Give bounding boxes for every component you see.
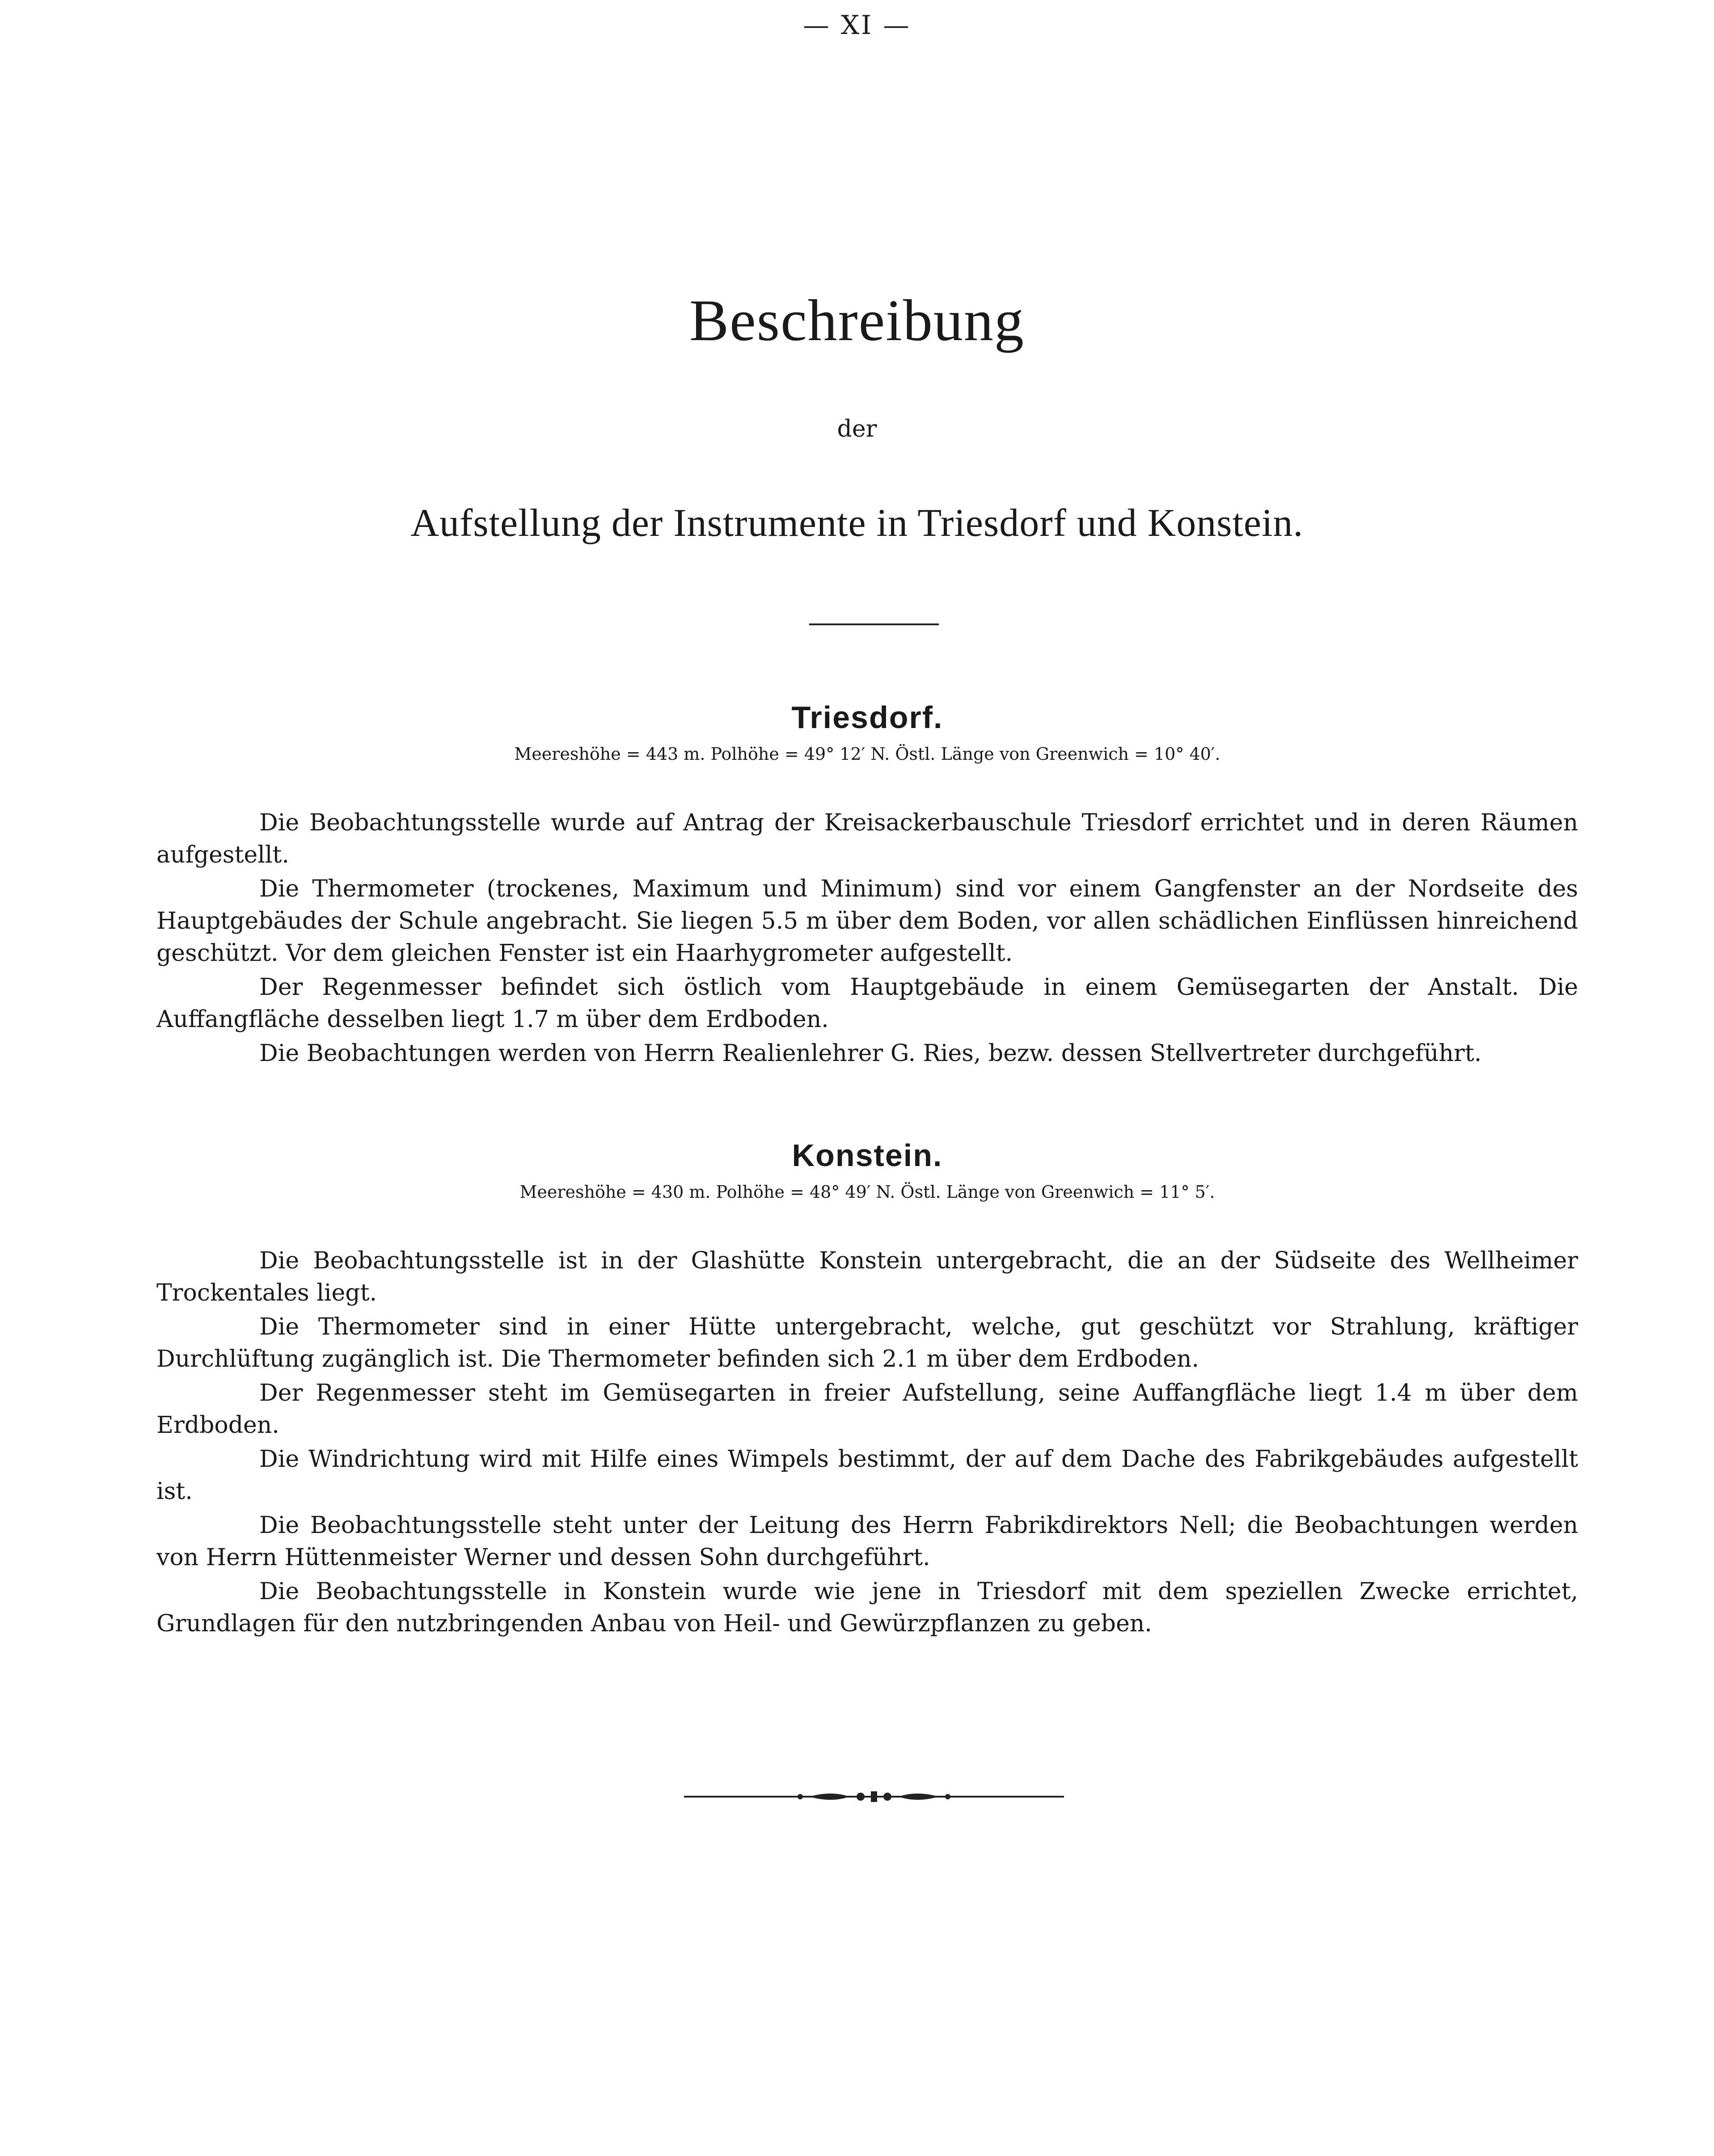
section-triesdorf bbox=[156, 699, 1578, 1071]
page-title: Beschreibung bbox=[689, 287, 1025, 353]
section-konstein bbox=[156, 1137, 1578, 1642]
ornament-divider bbox=[684, 1788, 1064, 1806]
section-heading: Triesdorf. bbox=[791, 700, 943, 735]
paragraph: Die Beobachtungsstelle in Konstein wurde wie jene in Triesdorf mit dem speziellen Zwecke errichtet, Grundlagen für den nutzbringenden Anbau von Heil- und Gewürzpflanzen zu geben. bbox=[156, 1578, 1578, 1637]
page-subtitle: Aufstellung der Instrumente in Triesdorf und Konstein. bbox=[410, 501, 1304, 545]
paragraph: Die Thermometer (trockenes, Maximum und Minimum) sind vor einem Gangfenster an der Nordseite des Hauptgebäudes der Schule angebracht. Sie liegen 5.5 m über dem Boden, vor allen schädlichen Einflüssen hinreichend geschützt. Vor dem gleichen Fenster ist ein Haarhygrometer aufgestellt. bbox=[156, 876, 1578, 967]
paragraph: Die Windrichtung wird mit Hilfe eines Wimpels bestimmt, der auf dem Dache des Fabrikgebäudes aufgestellt ist. bbox=[156, 1446, 1578, 1505]
paragraph: Die Beobachtungsstelle ist in der Glashütte Konstein untergebracht, die an der Südseite des Wellheimer Trockentales liegt. bbox=[156, 1247, 1578, 1306]
paragraph: Der Regenmesser befindet sich östlich vom Hauptgebäude in einem Gemüsegarten der Anstalt. Die Auffangfläche desselben liegt 1.7 m über dem Erdboden. bbox=[156, 974, 1578, 1033]
section-heading: Konstein. bbox=[792, 1138, 943, 1173]
station-coordinates: Meereshöhe = 430 m. Polhöhe = 48° 49′ N. Östl. Länge von Greenwich = 11° 5′. bbox=[519, 1182, 1215, 1202]
paragraph: Der Regenmesser steht im Gemüsegarten in freier Aufstellung, seine Auffangfläche liegt 1.4 m über dem Erdboden. bbox=[156, 1380, 1578, 1439]
paragraph: Die Beobachtungsstelle steht unter der Leitung des Herrn Fabrikdirektors Nell; die Beobachtungen werden von Herrn Hüttenmeister Werner und dessen Sohn durchgeführt. bbox=[156, 1512, 1578, 1571]
page-number: — XI — bbox=[803, 10, 911, 40]
paragraph: Die Beobachtungen werden von Herrn Realienlehrer G. Ries, bezw. dessen Stellvertreter durchgeführt. bbox=[259, 1040, 1482, 1067]
station-coordinates: Meereshöhe = 443 m. Polhöhe = 49° 12′ N. Östl. Länge von Greenwich = 10° 40′. bbox=[514, 744, 1220, 764]
paragraph: Die Beobachtungsstelle wurde auf Antrag der Kreisackerbauschule Triesdorf errichtet und in deren Räumen aufgestellt. bbox=[156, 809, 1578, 868]
title-connector: der bbox=[837, 416, 877, 442]
paragraph: Die Thermometer sind in einer Hütte untergebracht, welche, gut geschützt vor Strahlung, kräftiger Durchlüftung zugänglich ist. Die Thermometer befinden sich 2.1 m über dem Erdboden. bbox=[156, 1314, 1578, 1373]
title-divider bbox=[809, 623, 939, 625]
